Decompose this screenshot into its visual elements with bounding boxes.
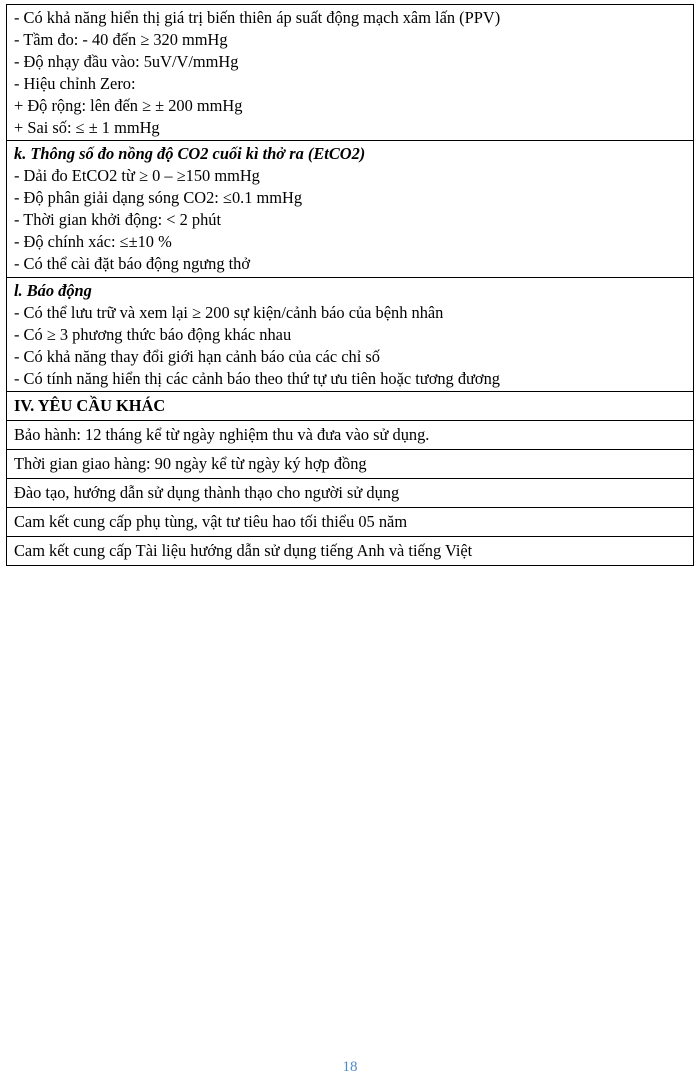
table-row (7, 392, 694, 421)
section-heading: k. Thông số đo nồng độ CO2 cuối kì thở ra (EtCO2) (14, 144, 366, 164)
section-heading: l. Báo động (14, 280, 92, 300)
list-item: - Độ nhạy đầu vào: 5uV/V/mmHg (14, 51, 239, 71)
documentation-cell: Cam kết cung cấp Tài liệu hướng dẫn sử dụng tiếng Anh và tiếng Việt (7, 536, 694, 565)
table-row (7, 277, 694, 392)
training-cell: Đào tạo, hướng dẫn sử dụng thành thạo cho người sử dụng (7, 479, 694, 508)
list-item: - Có khả năng hiển thị giá trị biến thiên áp suất động mạch xâm lấn (PPV) (14, 8, 501, 27)
part-heading: IV. YÊU CẦU KHÁC (7, 392, 694, 421)
table-row (7, 450, 694, 479)
table-row (7, 421, 694, 450)
list-item: + Độ rộng: lên đến ≥ ± 200 mmHg (14, 95, 243, 115)
list-item: - Có thể cài đặt báo động ngưng thở (14, 253, 251, 273)
etco2-spec-cell (7, 141, 694, 277)
page-number: 18 (342, 1059, 358, 1075)
delivery-time-cell: Thời gian giao hàng: 90 ngày kể từ ngày ký hợp đồng (7, 450, 694, 479)
list-item: - Độ chính xác: ≤±10 % (14, 232, 172, 252)
table-row (7, 141, 694, 277)
list-item: - Tầm đo: - 40 đến ≥ 320 mmHg (14, 29, 228, 49)
specification-table (6, 4, 694, 566)
list-item: - Dải đo EtCO2 từ ≥ 0 – ≥150 mmHg (14, 166, 260, 186)
alarm-spec-cell (7, 277, 694, 392)
list-item: - Độ phân giải dạng sóng CO2: ≤0.1 mmHg (14, 188, 303, 208)
list-item: - Có tính năng hiển thị các cảnh báo theo thứ tự ưu tiên hoặc tương đương (14, 368, 500, 388)
list-item: - Thời gian khởi động: < 2 phút (14, 210, 222, 230)
table-row (7, 5, 694, 141)
table-row (7, 479, 694, 508)
table-row (7, 508, 694, 537)
pressure-spec-cell (7, 5, 694, 141)
list-item: - Hiệu chỉnh Zero: (14, 73, 136, 93)
list-item: - Có thể lưu trữ và xem lại ≥ 200 sự kiện/cảnh báo của bệnh nhân (14, 302, 444, 322)
warranty-cell: Bảo hành: 12 tháng kể từ ngày nghiệm thu và đưa vào sử dụng. (7, 421, 694, 450)
list-item: + Sai số: ≤ ± 1 mmHg (14, 117, 160, 137)
list-item: - Có ≥ 3 phương thức báo động khác nhau (14, 324, 292, 344)
spare-parts-cell: Cam kết cung cấp phụ tùng, vật tư tiêu hao tối thiểu 05 năm (7, 508, 694, 537)
table-row (7, 536, 694, 565)
list-item: - Có khả năng thay đổi giới hạn cảnh báo của các chỉ số (14, 346, 380, 366)
